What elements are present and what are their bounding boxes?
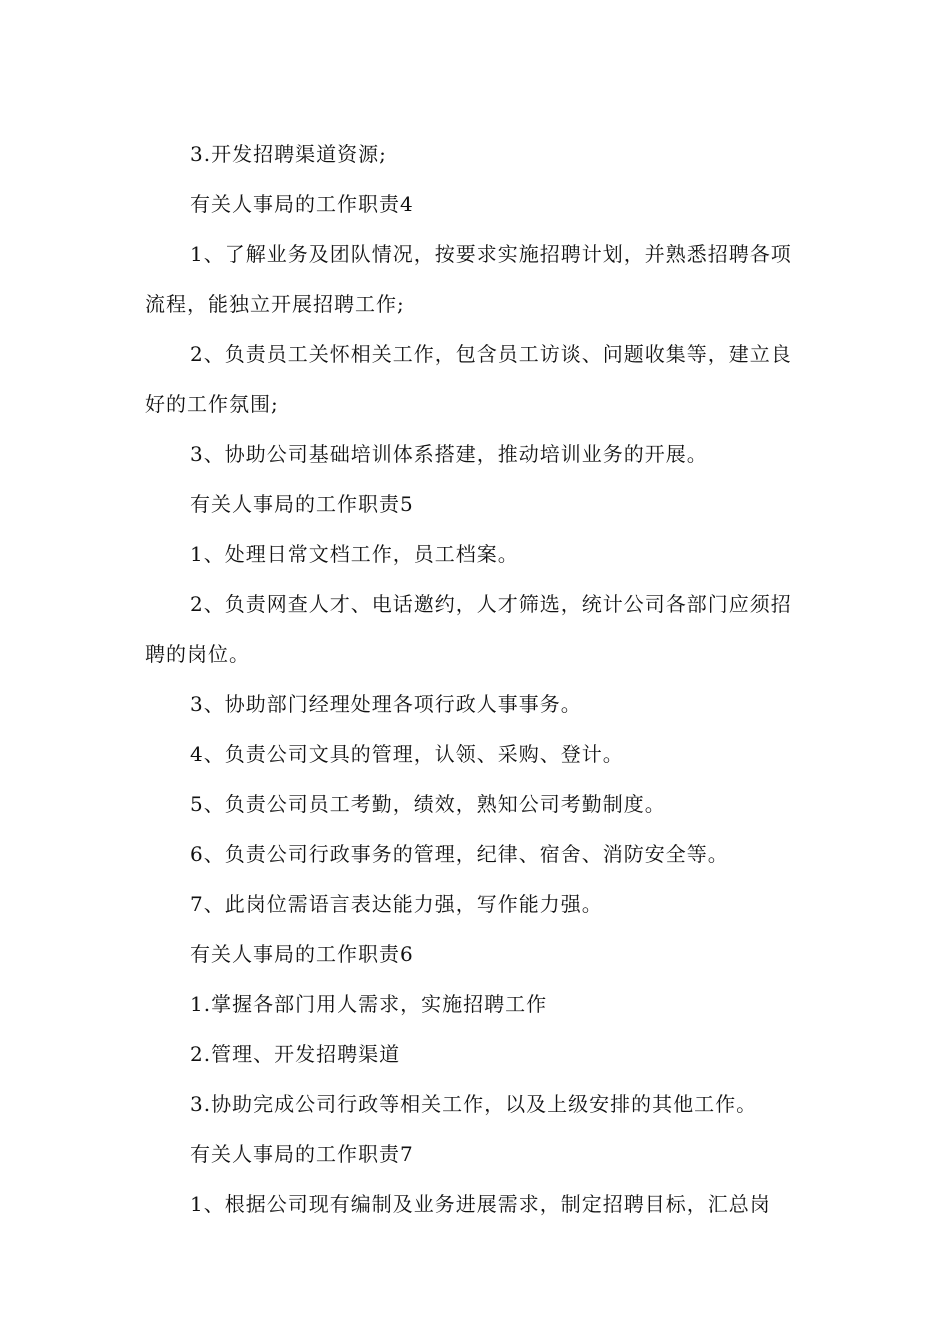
section-heading: 有关人事局的工作职责4 <box>190 192 414 216</box>
paragraph-item: 4、负责公司文具的管理，认领、采购、登计。 <box>190 742 624 766</box>
section-heading: 有关人事局的工作职责5 <box>190 492 414 516</box>
paragraph-item: 1.掌握各部门用人需求，实施招聘工作 <box>190 992 548 1016</box>
paragraph-item: 5、负责公司员工考勤，绩效，熟知公司考勤制度。 <box>190 792 666 816</box>
paragraph-item: 1、了解业务及团队情况，按要求实施招聘计划，并熟悉招聘各项流程，能独立开展招聘工作; <box>145 242 792 316</box>
paragraph-item: 6、负责公司行政事务的管理，纪律、宿舍、消防安全等。 <box>190 842 729 866</box>
paragraph-item: 3、协助公司基础培训体系搭建，推动培训业务的开展。 <box>190 442 708 466</box>
section-heading: 有关人事局的工作职责6 <box>190 942 414 966</box>
paragraph-item: 2.管理、开发招聘渠道 <box>190 1042 401 1066</box>
paragraph-item: 7、此岗位需语言表达能力强，写作能力强。 <box>190 892 603 916</box>
paragraph-item: 3.开发招聘渠道资源; <box>190 142 387 166</box>
paragraph-item: 3.协助完成公司行政等相关工作，以及上级安排的其他工作。 <box>190 1092 758 1116</box>
section-heading: 有关人事局的工作职责7 <box>190 1142 414 1166</box>
paragraph-item: 2、负责员工关怀相关工作，包含员工访谈、问题收集等，建立良好的工作氛围; <box>145 342 792 416</box>
paragraph-item: 3、协助部门经理处理各项行政人事事务。 <box>190 692 582 716</box>
paragraph-item: 1、根据公司现有编制及业务进展需求，制定招聘目标，汇总岗 <box>190 1192 771 1216</box>
paragraph-item: 2、负责网查人才、电话邀约，人才筛选，统计公司各部门应须招聘的岗位。 <box>145 592 792 666</box>
paragraph-item: 1、处理日常文档工作，员工档案。 <box>190 542 519 566</box>
